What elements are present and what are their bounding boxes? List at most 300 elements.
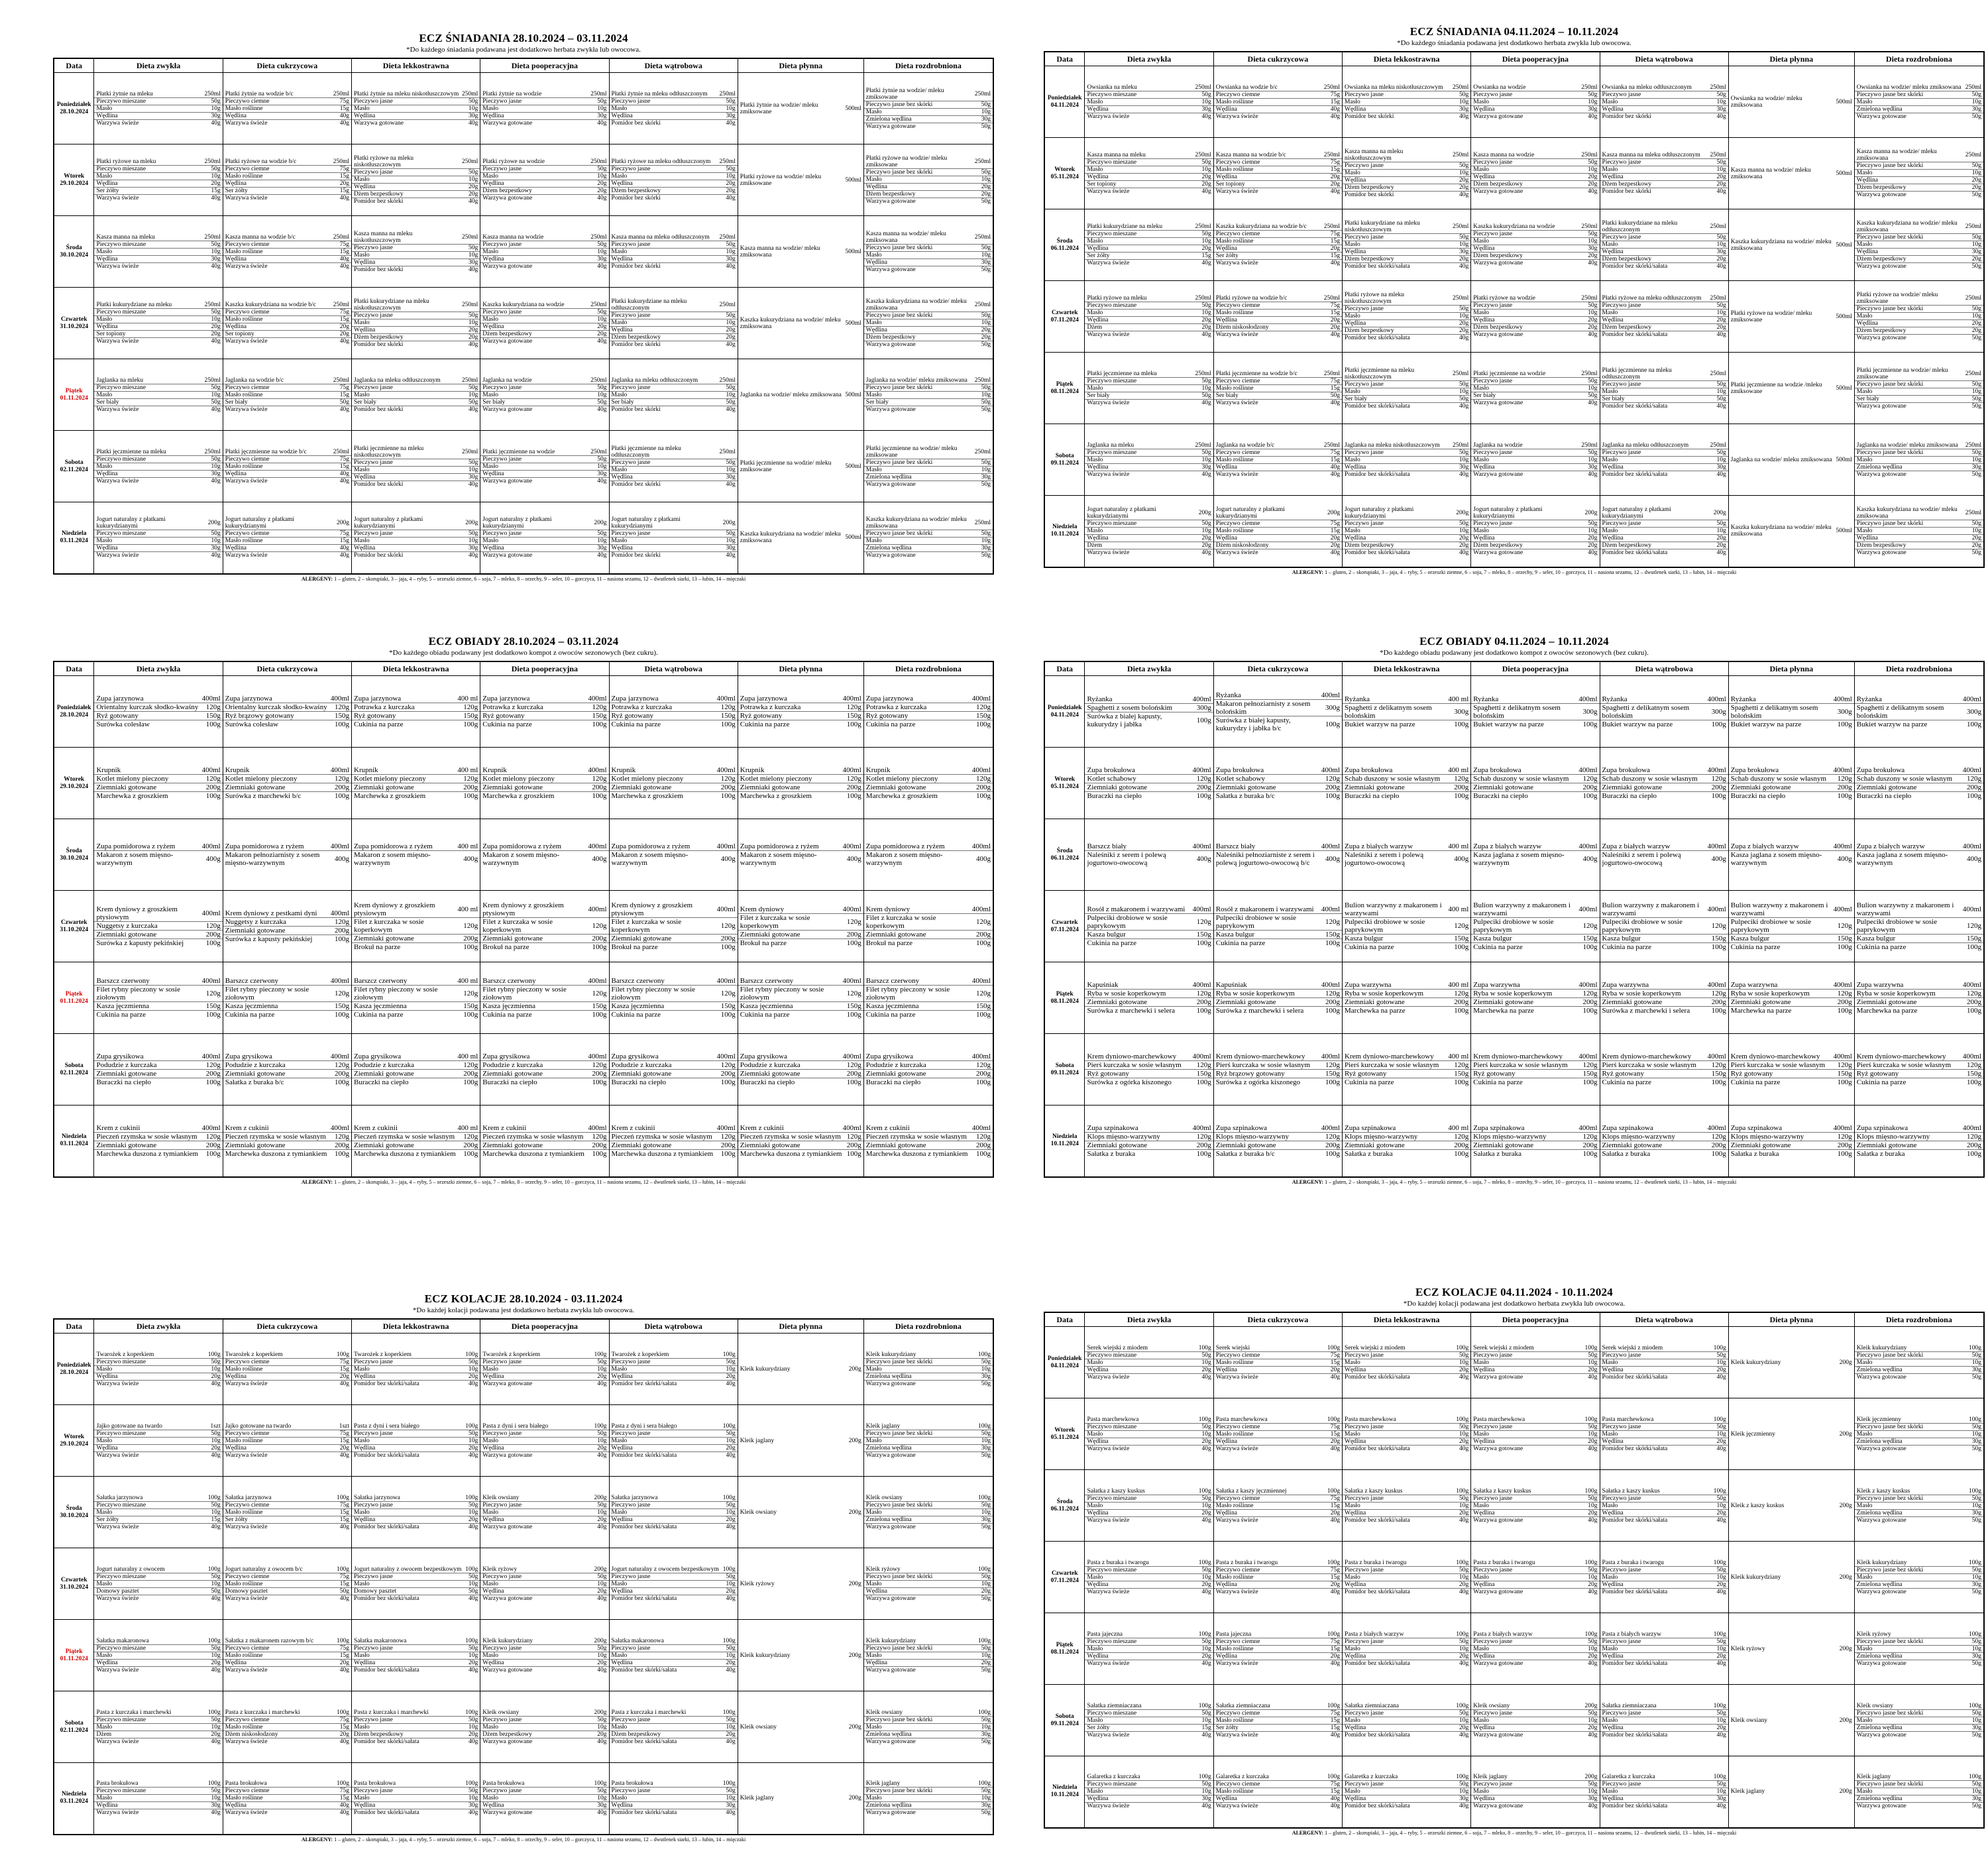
meal-item-name: Wędlina bbox=[96, 1659, 118, 1666]
meal-item bbox=[223, 1078, 351, 1086]
meal-item-quantity: 20g bbox=[1716, 1581, 1726, 1588]
meal-item-name: Ziemniaki gotowane bbox=[1215, 783, 1276, 791]
meal-item-name: Warzywa świeże bbox=[96, 119, 139, 127]
meal-item bbox=[1600, 1517, 1728, 1524]
meal-item-name: Masło roślinne bbox=[1215, 1645, 1254, 1652]
meal-item-name: Dżem bezpestkowy bbox=[482, 331, 532, 337]
meal-item bbox=[223, 1731, 351, 1738]
meal-item-name: Zupa jarzynowa bbox=[354, 695, 402, 703]
meal-item-quantity: 400ml bbox=[1707, 842, 1726, 850]
meal-item-name: Klops mięsno-warzywny bbox=[1856, 1132, 1930, 1141]
meal-item-quantity: 250ml bbox=[719, 158, 736, 165]
meal-item bbox=[1600, 324, 1728, 331]
meal-item-name: Masło bbox=[865, 1508, 882, 1516]
meal-cell bbox=[1085, 138, 1213, 209]
day-name: Piątek bbox=[65, 387, 83, 394]
meal-item-quantity: 50g bbox=[1459, 1566, 1469, 1573]
table-row bbox=[1044, 281, 1984, 353]
meal-item-name: Zupa brokułowa bbox=[1730, 766, 1779, 774]
meal-item-name: Dżem bbox=[96, 1731, 112, 1738]
meal-item bbox=[1600, 471, 1728, 478]
meal-item bbox=[1471, 1567, 1599, 1574]
meal-item bbox=[1343, 775, 1470, 783]
meal-item bbox=[610, 1638, 738, 1645]
meal-cell bbox=[223, 431, 351, 502]
meal-item-quantity: 20g bbox=[1459, 1366, 1469, 1373]
meal-item bbox=[864, 766, 993, 775]
meal-item-quantity: 40g bbox=[726, 552, 736, 559]
meal-item bbox=[223, 1011, 351, 1019]
meal-item-name: Zupa grysikowa bbox=[611, 1052, 659, 1060]
meal-item bbox=[1600, 1438, 1728, 1446]
meal-item-quantity: 20g bbox=[1716, 1652, 1726, 1660]
meal-item-quantity: 75g bbox=[1330, 231, 1340, 237]
meal-item-name: Ser biały bbox=[611, 398, 634, 406]
meal-item-name: Barszcz czerwony bbox=[740, 977, 794, 985]
meal-item bbox=[610, 986, 738, 1002]
meal-item-quantity: 50g bbox=[339, 1587, 349, 1595]
panel-note: *Do każdej kolacji podawana jest dodatkowo herbata zwykła lub owocowa. bbox=[1403, 1300, 1626, 1308]
meal-cell bbox=[1343, 1106, 1471, 1177]
meal-item bbox=[223, 792, 351, 800]
meal-cell bbox=[1085, 209, 1213, 281]
meal-item bbox=[1343, 381, 1470, 388]
meal-item bbox=[94, 766, 222, 775]
meal-item-quantity: 20g bbox=[1330, 181, 1340, 188]
meal-item-name: Wędlina bbox=[354, 473, 376, 481]
meal-item-name: Wędlina bbox=[96, 545, 118, 552]
meal-item-name: Masło roślinne bbox=[225, 1508, 263, 1516]
meal-item-name: Warzywa gotowane bbox=[1473, 1516, 1523, 1524]
meal-item bbox=[1471, 385, 1599, 392]
meal-item-name: Masło bbox=[1087, 1788, 1103, 1795]
meal-item bbox=[94, 792, 222, 800]
meal-item bbox=[610, 1581, 738, 1588]
meal-item bbox=[1085, 392, 1213, 400]
meal-item-name: Masło bbox=[611, 1652, 628, 1659]
meal-item bbox=[480, 91, 608, 98]
meal-item-quantity: 20g bbox=[1201, 1652, 1211, 1660]
meal-item bbox=[738, 703, 863, 712]
meal-item-quantity: 120g bbox=[205, 1061, 221, 1069]
meal-item-name: Warzywa świeże bbox=[225, 406, 268, 413]
meal-item-quantity: 120g bbox=[463, 1061, 478, 1069]
meal-item bbox=[94, 986, 222, 1002]
meal-item-quantity: 200g bbox=[1839, 1573, 1852, 1581]
meal-item-name: Płatki ryżowe na mleku bbox=[1087, 295, 1147, 302]
meal-item bbox=[1214, 520, 1342, 528]
meal-item-name: Warzywa świeże bbox=[225, 1380, 268, 1387]
meal-item-quantity: 400g bbox=[1325, 855, 1340, 863]
meal-item-quantity: 100g bbox=[1584, 1487, 1598, 1495]
day-cell bbox=[54, 962, 94, 1034]
meal-item-name: Pieczywo jasne bbox=[354, 1716, 393, 1723]
meal-item-name: Jogurt naturalny z płatkami kukurydzianymi bbox=[225, 516, 294, 530]
meal-item bbox=[1085, 1781, 1213, 1788]
meal-item-name: Masło bbox=[354, 1580, 370, 1587]
meal-item-name: Wędlina bbox=[1602, 1366, 1624, 1373]
menu-panel bbox=[1044, 25, 1985, 575]
meal-item bbox=[1214, 385, 1342, 392]
meal-item bbox=[1214, 231, 1342, 238]
meal-item-quantity: 20g bbox=[1459, 177, 1469, 184]
meal-item-name: Zupa brokułowa bbox=[1602, 766, 1650, 774]
meal-item bbox=[1471, 1352, 1599, 1359]
meal-cell bbox=[480, 502, 609, 574]
meal-item-name: Pieczywo ciemne bbox=[225, 166, 270, 172]
meal-item-quantity: 40g bbox=[339, 195, 349, 201]
meal-cell bbox=[1854, 138, 1984, 209]
meal-item-name: Masło bbox=[1473, 527, 1490, 534]
meal-item bbox=[223, 516, 351, 530]
meal-item-name: Masło bbox=[1602, 98, 1618, 105]
meal-item-name: Wędlina bbox=[1473, 1581, 1495, 1588]
meal-cell bbox=[738, 819, 863, 891]
meal-item-quantity: 100g bbox=[335, 720, 349, 728]
meal-item-quantity: 10g bbox=[469, 1437, 478, 1444]
meal-item-quantity: 10g bbox=[1716, 1645, 1726, 1652]
meal-item-name: Warzywa gotowane bbox=[1473, 1373, 1523, 1381]
meal-item-name: Ser żółty bbox=[1087, 253, 1110, 259]
meal-item-name: Płatki ryżowe na mleku bbox=[96, 158, 156, 165]
meal-item-quantity: 30g bbox=[1588, 1795, 1598, 1803]
meal-item bbox=[610, 783, 738, 792]
meal-item-name: Masło roślinne bbox=[225, 463, 263, 470]
meal-item-name: Wędlina bbox=[1087, 1509, 1109, 1516]
meal-item-name: Warzywa gotowane bbox=[865, 1738, 916, 1745]
meal-item bbox=[610, 1595, 738, 1602]
meal-item-quantity: 100g bbox=[1327, 1344, 1340, 1351]
meal-item bbox=[352, 120, 480, 127]
meal-item bbox=[223, 720, 351, 728]
meal-item-quantity: 20g bbox=[469, 1516, 478, 1523]
meal-item-name: Pieczywo jasne bbox=[1345, 449, 1384, 456]
meal-item-quantity: 50g bbox=[469, 1501, 478, 1508]
meal-cell bbox=[1471, 1756, 1600, 1828]
meal-item-quantity: 250ml bbox=[461, 302, 478, 308]
meal-item bbox=[1085, 245, 1213, 253]
meal-item-name: Buraczki na ciepło bbox=[482, 1078, 537, 1086]
meal-item-name: Pieczywo jasne bbox=[1345, 234, 1384, 241]
day-cell bbox=[54, 1548, 94, 1620]
table-row bbox=[1044, 66, 1984, 138]
day-name: Sobota bbox=[64, 1062, 83, 1069]
meal-item-quantity: 40g bbox=[1588, 399, 1598, 406]
meal-item-quantity: 40g bbox=[1330, 549, 1340, 556]
meal-item bbox=[610, 234, 738, 241]
meal-item-name: Wędlina bbox=[1215, 1438, 1237, 1445]
meal-item-quantity: 75g bbox=[339, 97, 349, 105]
meal-item-quantity: 50g bbox=[211, 1587, 221, 1595]
meal-item-quantity: 20g bbox=[597, 1659, 607, 1666]
meal-item-quantity: 200g bbox=[205, 1141, 221, 1149]
meal-item-name: Ziemniaki gotowane bbox=[96, 783, 157, 791]
meal-item-name: Warzywa świeże bbox=[96, 195, 139, 201]
menu-panel bbox=[53, 32, 994, 582]
meal-item bbox=[1855, 1646, 1983, 1653]
meal-item bbox=[94, 1495, 222, 1502]
meal-item-name: Masło roślinne bbox=[225, 1437, 263, 1444]
meal-item-quantity: 200g bbox=[1327, 509, 1340, 516]
meal-item-name: Warzywa świeże bbox=[1215, 1660, 1258, 1667]
meal-item-name: Filet z kurczaka w sosie koperkowym bbox=[740, 914, 810, 930]
meal-item-name: Pieczywo ciemne bbox=[1215, 1781, 1260, 1788]
meal-item-quantity: 10g bbox=[726, 391, 736, 398]
column-header: Dieta płynna bbox=[1728, 52, 1854, 66]
meal-item-quantity: 200g bbox=[594, 1494, 607, 1501]
meal-item-quantity: 200g bbox=[1837, 998, 1852, 1006]
meal-item-quantity: 150g bbox=[592, 712, 607, 720]
meal-item-name: Zupa jarzynowa bbox=[482, 695, 530, 703]
meal-item-name: Pieczywo ciemne bbox=[1215, 302, 1260, 309]
meal-item bbox=[1343, 1352, 1470, 1359]
meal-item-quantity: 400ml bbox=[1578, 842, 1598, 850]
meal-item-quantity: 100g bbox=[1711, 943, 1726, 951]
meal-item-name: Wędlina bbox=[354, 1659, 376, 1666]
meal-item-name: Pieczywo ciemne bbox=[1215, 1638, 1260, 1645]
meal-item bbox=[1855, 1732, 1983, 1738]
meal-item-name: Rosół z makaronem i warzywami bbox=[1087, 905, 1186, 913]
meal-item bbox=[1214, 1781, 1342, 1788]
meal-item bbox=[1600, 990, 1728, 998]
meal-cell bbox=[609, 1548, 738, 1620]
meal-cell bbox=[1085, 496, 1213, 567]
meal-item-name: Pieczywo ciemne bbox=[1215, 159, 1260, 166]
meal-item-name: Kaszka kukurydziana na wodzie b/c bbox=[1215, 223, 1307, 230]
meal-item-quantity: 400 ml bbox=[1448, 1052, 1469, 1060]
meal-cell bbox=[223, 216, 351, 288]
meal-item-quantity: 50g bbox=[981, 1716, 991, 1723]
meal-item-name: Warzywa świeże bbox=[96, 1523, 139, 1530]
meal-item-quantity: 20g bbox=[211, 1444, 221, 1451]
meal-item bbox=[352, 545, 480, 552]
meal-item-quantity: 250ml bbox=[590, 448, 607, 455]
meal-item-name: Ser żółty bbox=[225, 188, 248, 194]
meal-item bbox=[1085, 231, 1213, 238]
meal-item bbox=[1600, 842, 1728, 851]
meal-item bbox=[1471, 174, 1599, 181]
meal-item-name: Ryżanka bbox=[1215, 691, 1241, 699]
table-row bbox=[1044, 1398, 1984, 1470]
day-name: Poniedziałek bbox=[56, 101, 91, 108]
meal-item bbox=[1085, 1416, 1213, 1424]
meal-item-name: Pieczywo jasne bbox=[1473, 1566, 1513, 1573]
day-date: 10.11.2024 bbox=[1050, 1791, 1079, 1799]
meal-item bbox=[1855, 388, 1983, 396]
meal-item-name: Płatki żytnie na mleku odtłuszczonym bbox=[611, 90, 708, 97]
meal-item bbox=[864, 198, 993, 205]
meal-cell bbox=[738, 1106, 863, 1177]
meal-item-name: Warzywa świeże bbox=[1087, 1660, 1130, 1667]
meal-item-quantity: 20g bbox=[597, 180, 607, 187]
day-date: 31.10.2024 bbox=[60, 323, 89, 330]
meal-item-quantity: 400 ml bbox=[457, 1123, 478, 1132]
meal-item bbox=[94, 851, 222, 867]
meal-item bbox=[1085, 792, 1213, 800]
meal-item bbox=[480, 792, 608, 800]
meal-item-name: Kasza bulgur bbox=[1345, 935, 1384, 942]
meal-item bbox=[352, 977, 480, 986]
meal-item-quantity: 150g bbox=[1325, 1070, 1340, 1078]
meal-item bbox=[352, 986, 480, 1002]
day-name: Niedziela bbox=[1052, 524, 1077, 531]
meal-item-name: Pieczywo jasne bbox=[1345, 1495, 1384, 1502]
meal-item-name: Warzywa świeże bbox=[96, 552, 139, 559]
meal-item-name: Masło bbox=[354, 1652, 370, 1659]
meal-item bbox=[1471, 528, 1599, 535]
meal-item-name: Ryż gotowany bbox=[865, 712, 909, 720]
meal-item-name: Filet z kurczaka w sosie koperkowym bbox=[354, 918, 424, 934]
meal-item bbox=[94, 1150, 222, 1158]
meal-item-name: Spaghetti z delikatnym sosem bolońskim bbox=[1345, 703, 1432, 720]
meal-item-quantity: 10g bbox=[597, 1508, 607, 1516]
meal-item-name: Marchewka duszona z tymiankiem bbox=[482, 1149, 584, 1158]
meal-item-name: Pieczywo jasne bez skórki bbox=[865, 384, 933, 391]
meal-item bbox=[1214, 1416, 1342, 1424]
meal-item bbox=[610, 241, 738, 249]
meal-item-name: Marchewka na parze bbox=[1730, 1007, 1792, 1015]
meal-item bbox=[738, 905, 863, 914]
meal-item-quantity: 400ml bbox=[1962, 842, 1981, 850]
meal-item bbox=[352, 399, 480, 406]
meal-item-name: Dżem bezpestkowy bbox=[1856, 256, 1906, 262]
meal-item-name: Masło bbox=[482, 1508, 499, 1516]
meal-item-quantity: 50g bbox=[1459, 1709, 1469, 1717]
meal-item-name: Masło bbox=[611, 319, 628, 326]
meal-item bbox=[610, 935, 738, 943]
meal-item-quantity: 250ml bbox=[1452, 84, 1469, 91]
meal-item-name: Cukinia na parze bbox=[1087, 939, 1136, 947]
meal-item-quantity: 20g bbox=[1588, 1724, 1598, 1731]
meal-item-quantity: 100g bbox=[722, 1565, 736, 1573]
meal-cell bbox=[1600, 1398, 1728, 1470]
meal-item bbox=[1600, 403, 1728, 410]
meal-item-name: Podudzie z kurczaka bbox=[354, 1061, 415, 1069]
meal-item-quantity: 120g bbox=[592, 1061, 607, 1069]
meal-item-name: Kasza bulgur bbox=[1602, 935, 1641, 942]
meal-item bbox=[1343, 1359, 1470, 1367]
meal-item-quantity: 30g bbox=[726, 112, 736, 119]
meal-item bbox=[1600, 549, 1728, 556]
meal-item bbox=[223, 1724, 351, 1731]
meal-item bbox=[1855, 1660, 1983, 1667]
meal-item-name: Warzywa gotowane bbox=[1856, 471, 1906, 478]
meal-item-quantity: 120g bbox=[1711, 922, 1726, 930]
meal-cell bbox=[1343, 676, 1471, 748]
meal-item bbox=[1855, 1367, 1983, 1374]
meal-item-name: Masło roślinne bbox=[1215, 166, 1254, 173]
meal-item bbox=[480, 1709, 608, 1717]
meal-item-quantity: 150g bbox=[335, 1002, 349, 1010]
meal-item bbox=[1085, 1141, 1213, 1150]
meal-item bbox=[94, 1731, 222, 1738]
meal-item-name: Masło bbox=[1087, 166, 1103, 173]
meal-item-quantity: 400ml bbox=[1192, 1123, 1211, 1132]
meal-item-quantity: 400ml bbox=[1578, 695, 1598, 703]
meal-item bbox=[1729, 382, 1854, 395]
meal-item-name: Płatki ryżowe na mleku odtłuszczonym bbox=[611, 158, 711, 165]
meal-item-name: Pomidor bez skórki/sałata bbox=[1602, 1445, 1668, 1452]
meal-item bbox=[480, 901, 608, 918]
meal-item bbox=[1343, 520, 1470, 528]
meal-cell bbox=[480, 1620, 609, 1691]
meal-item-quantity: 10g bbox=[469, 1795, 478, 1802]
meal-item-quantity: 10g bbox=[1459, 388, 1469, 395]
meal-item-name: Twarożek z koperkiem bbox=[96, 1351, 154, 1358]
meal-item-name: Wędlina bbox=[1215, 1509, 1237, 1516]
meal-item bbox=[1855, 1374, 1983, 1381]
meal-item-name: Pieczywo jasne bez skórki bbox=[865, 101, 933, 108]
meal-item-name: Kasza jęczmienna bbox=[865, 1002, 919, 1010]
meal-item bbox=[1729, 1078, 1854, 1086]
meal-item-name: Masło bbox=[611, 1580, 628, 1587]
meal-item bbox=[1085, 1717, 1213, 1725]
meal-cell bbox=[1854, 496, 1984, 567]
meal-item bbox=[1085, 457, 1213, 464]
meal-item-name: Masło bbox=[1602, 456, 1618, 463]
meal-item-name: Barszcz biały bbox=[1087, 842, 1127, 850]
meal-item-quantity: 20g bbox=[1459, 1438, 1469, 1445]
meal-item-quantity: 120g bbox=[463, 703, 478, 711]
meal-item-quantity: 250ml bbox=[1965, 84, 1981, 91]
meal-item-name: Warzywa świeże bbox=[225, 195, 268, 201]
meal-item-name: Galaretka z kurczaka bbox=[1602, 1774, 1655, 1781]
meal-item bbox=[480, 1809, 608, 1816]
meal-item-name: Dżem bezpestkowy bbox=[1473, 181, 1523, 188]
meal-item-quantity: 400ml bbox=[588, 977, 607, 985]
meal-item bbox=[864, 1502, 993, 1509]
meal-cell bbox=[1343, 66, 1471, 138]
meal-item bbox=[1471, 91, 1599, 99]
meal-cell bbox=[1085, 819, 1213, 891]
meal-item-quantity: 40g bbox=[339, 1380, 349, 1387]
meal-item-quantity: 10g bbox=[1716, 166, 1726, 173]
day-name: Niedziela bbox=[62, 530, 87, 538]
meal-item-quantity: 20g bbox=[1330, 1509, 1340, 1516]
meal-item bbox=[610, 1141, 738, 1150]
meal-item bbox=[1214, 188, 1342, 195]
meal-cell bbox=[1213, 66, 1342, 138]
meal-item-quantity: 50g bbox=[1588, 1566, 1598, 1573]
meal-item-quantity: 50g bbox=[1971, 234, 1981, 241]
meal-item-name: Spaghetti z delikatnym sosem bolońskim bbox=[1856, 703, 1944, 720]
meal-item-quantity: 40g bbox=[211, 477, 221, 484]
meal-cell bbox=[1085, 676, 1213, 748]
column-header: Dieta lekkostrawna bbox=[352, 1319, 480, 1334]
meal-item-name: Ryż gotowany bbox=[354, 712, 396, 720]
meal-item bbox=[223, 158, 351, 166]
meal-item-quantity: 40g bbox=[1330, 188, 1340, 195]
meal-item bbox=[1085, 442, 1213, 449]
meal-item bbox=[480, 977, 608, 986]
meal-item bbox=[94, 922, 222, 931]
meal-item-quantity: 120g bbox=[205, 703, 221, 711]
meal-item-name: Warzywa świeże bbox=[1215, 399, 1258, 406]
meal-item-name: Wędlina bbox=[1345, 1795, 1366, 1803]
meal-item-name: Dżem bezpestkowy bbox=[611, 334, 661, 341]
meal-item-name: Zupa brokułowa bbox=[1087, 766, 1135, 774]
meal-item bbox=[610, 249, 738, 256]
allergens-text: 1 – gluten, 2 – skorupiaki, 3 – jaja, 4 – ryby, 5 – orzeszki ziemne, 6 – soja, 7 – mleko, 8 – orzechy, 9 – seler, 10 – gorczyca, 11 – nasiona sezamu, 12 – dwutlenek siarki, 13 – łubin, 14 – mięczaki bbox=[1325, 1178, 1737, 1185]
meal-item bbox=[1600, 943, 1728, 951]
meal-item bbox=[223, 1052, 351, 1061]
meal-cell bbox=[480, 1405, 609, 1477]
meal-item-name: Wędlina bbox=[225, 323, 247, 330]
meal-item-quantity: 400ml bbox=[1578, 905, 1598, 913]
meal-item bbox=[1855, 1510, 1983, 1517]
meal-item-name: Pieczeń rzymska w sosie własnym bbox=[482, 1132, 584, 1141]
meal-item bbox=[223, 1802, 351, 1809]
